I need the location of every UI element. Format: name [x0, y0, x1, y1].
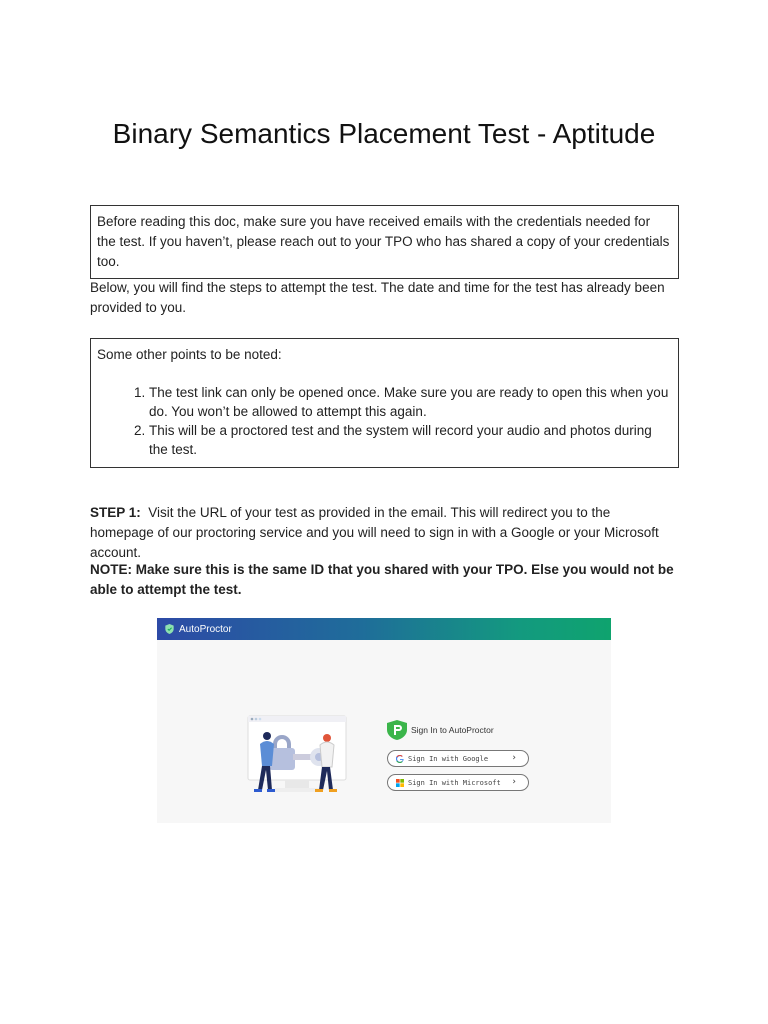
- autoproctor-header-bar: [157, 618, 611, 640]
- signin-header: [387, 720, 537, 740]
- list-item: 2. This will be a proctored test and the system will record your audio and photos during the test.: [149, 421, 672, 459]
- google-signin-button[interactable]: [387, 750, 529, 767]
- intro-notice-box: Before reading this doc, make sure you have received emails with the credentials needed for the test. If you haven’t, please reach out to your TPO who has shared a copy of your credentials too.: [90, 205, 679, 279]
- autoproctor-app-name: AutoProctor: [179, 623, 232, 635]
- autoproctor-screenshot: [157, 618, 611, 823]
- google-icon: [396, 755, 404, 763]
- microsoft-icon: [396, 779, 404, 787]
- list-item: 1. The test link can only be opened once. Make sure you are ready to open this when you do. You won’t be allowed to attempt this again.: [149, 383, 672, 421]
- chevron-right-icon: ›: [512, 777, 516, 787]
- chevron-right-icon: ›: [512, 753, 516, 763]
- google-signin-label: Sign In with Google: [408, 754, 489, 763]
- step-1-text: Visit the URL of your test as provided in the email. This will redirect you to the homepage of our proctoring service and you will need to sign in with a Google or your Microsoft account.: [90, 505, 659, 560]
- points-lead: Some other points to be noted:: [97, 347, 282, 362]
- steps-intro-paragraph: Below, you will find the steps to attempt the test. The date and time for the test has already been provided to you.: [90, 280, 665, 315]
- microsoft-signin-button[interactable]: [387, 774, 529, 791]
- step-1-paragraph: [90, 503, 675, 563]
- points-list: [97, 383, 672, 459]
- microsoft-signin-label: Sign In with Microsoft: [408, 778, 501, 787]
- step-1-label: STEP 1:: [90, 505, 141, 520]
- autoproctor-logo-icon: [387, 720, 407, 740]
- shield-icon: [165, 624, 174, 634]
- page-title: Binary Semantics Placement Test - Aptitude: [112, 118, 656, 149]
- signin-panel: [387, 720, 537, 798]
- autoproctor-body: [157, 640, 611, 823]
- note-paragraph: NOTE: Make sure this is the same ID that you shared with your TPO. Else you would not be able to attempt the test.: [90, 562, 674, 597]
- signin-title: Sign In to AutoProctor: [411, 725, 494, 735]
- security-illustration: [245, 714, 350, 806]
- points-box: [90, 338, 679, 468]
